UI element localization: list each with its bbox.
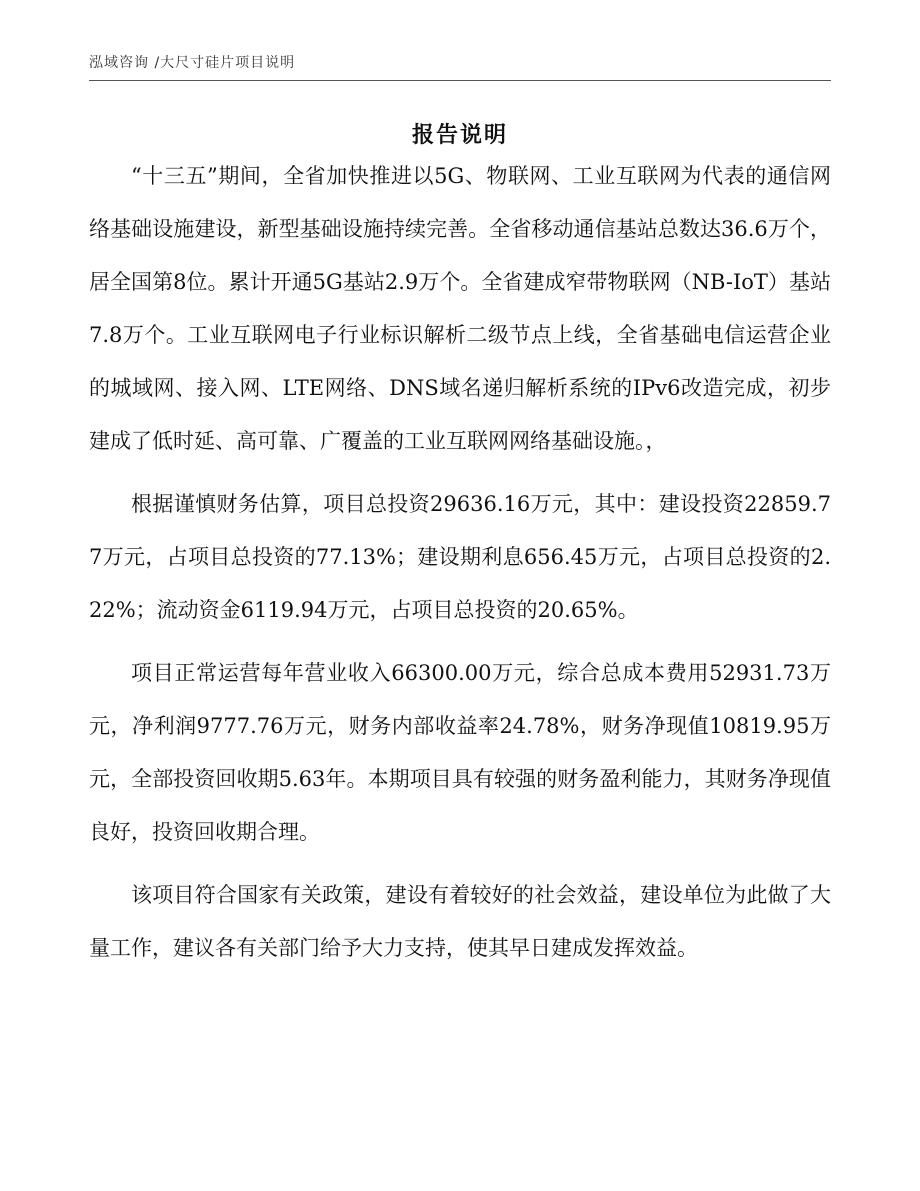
header-divider xyxy=(89,80,831,81)
document-title: 报告说明 xyxy=(411,122,508,148)
paragraph-overview: “十三五”期间，全省加快推进以5G、物联网、工业互联网为代表的通信网络基础设施建设，新型基础设施持续完善。全省移动通信基站总数达36.6万个，居全国第8位。累计开通5G基站2.9万个。全省建成窄带物联网（NB-IoT）基站7.8万个。工业互联网电子行业标识解析二级节点上线，全省基础电信运营企业的城域网、接入网、LTE网络、DNS域名递归解析系统的IPv6改造完成，初步建成了低时延、高可靠、广覆盖的工业互联网网络基础设施。， xyxy=(89,164,831,453)
document-body xyxy=(89,150,831,985)
paragraph-financials: 项目正常运营每年营业收入66300.00万元，综合总成本费用52931.73万元，净利润9777.76万元，财务内部收益率24.78%，财务净现值10819.95万元，全部投资回收期5.63年。本期项目具有较强的财务盈利能力，其财务净现值良好，投资回收期合理。 xyxy=(89,661,831,844)
paragraph-conclusion: 该项目符合国家有关政策，建设有着较好的社会效益，建设单位为此做了大量工作，建议各有关部门给予大力支持，使其早日建成发挥效益。 xyxy=(89,883,831,960)
paragraph-investment: 根据谨慎财务估算，项目总投资29636.16万元，其中：建设投资22859.77万元，占项目总投资的77.13%；建设期利息656.45万元，占项目总投资的2.22%；流动资金6119.94万元，占项目总投资的20.65%。 xyxy=(89,492,831,622)
running-header: 泓域咨询 /大尺寸硅片项目说明 xyxy=(89,55,296,71)
